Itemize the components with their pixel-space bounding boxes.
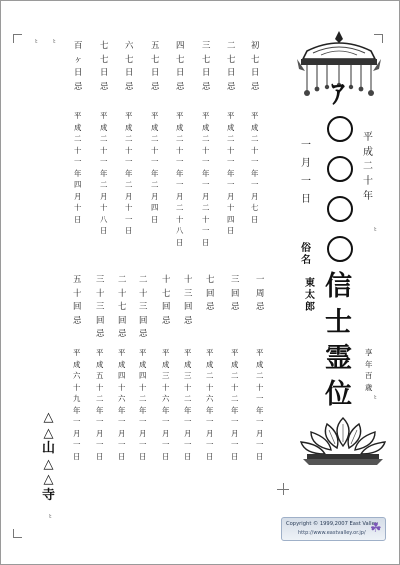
schedule-label: 三 十 三 回 忌 bbox=[96, 274, 105, 339]
death-date: 一 月 一 日 bbox=[301, 140, 311, 205]
schedule-label: 二 七 日 忌 bbox=[227, 40, 236, 91]
age-at-death: 享 年 百 歳 bbox=[365, 348, 373, 392]
page-marker: ﾋ bbox=[35, 39, 38, 45]
schedule-label: 初 七 日 忌 bbox=[251, 40, 260, 91]
zokumyo-name: 東 太 郎 bbox=[305, 278, 315, 313]
kaimyo-suffix: 信 士 霊 位 bbox=[325, 271, 352, 410]
schedule-label: 四 七 日 忌 bbox=[176, 40, 185, 91]
temple-name: △ △ 山 △ △ 寺 bbox=[42, 410, 56, 503]
schedule-date: 平 成 二 十 一 年 二 月 四 日 bbox=[151, 111, 159, 224]
schedule-label: 六 七 日 忌 bbox=[125, 40, 134, 91]
zokumyo-label: 俗 名 bbox=[301, 243, 311, 266]
lotus-pedestal-icon bbox=[297, 416, 389, 466]
copyright-banner bbox=[281, 517, 386, 541]
schedule-date: 平 成 四 十 六 年 一 月 一 日 bbox=[118, 348, 126, 461]
schedule-date: 平 成 二 十 一 年 四 月 十 日 bbox=[74, 111, 82, 224]
kaimyo-circle bbox=[327, 196, 353, 222]
crop-mark-top-left bbox=[13, 34, 22, 43]
schedule-label: 十 三 回 忌 bbox=[184, 274, 193, 325]
kaimyo-circle bbox=[327, 236, 353, 262]
kaimyo-circle bbox=[327, 116, 353, 142]
schedule-date: 平 成 二 十 一 年 一 月 二 十 八 日 bbox=[176, 111, 184, 247]
schedule-label: 五 七 日 忌 bbox=[151, 40, 160, 91]
page-marker: ﾋ bbox=[374, 395, 377, 401]
brand-logo-icon: ☘ bbox=[370, 521, 382, 536]
schedule-date: 平 成 六 十 九 年 一 月 一 日 bbox=[73, 348, 81, 461]
copyright-line: Copyright © 1999,2007 East Valley bbox=[286, 521, 378, 527]
schedule-date: 平 成 三 十 六 年 一 月 一 日 bbox=[162, 348, 170, 461]
schedule-label: 二 十 七 回 忌 bbox=[118, 274, 127, 339]
ihai-sanskrit-icon: ｱ bbox=[331, 80, 345, 110]
schedule-date: 平 成 四 十 二 年 一 月 一 日 bbox=[139, 348, 147, 461]
kaimyo-circle bbox=[327, 156, 353, 182]
schedule-label: 三 回 忌 bbox=[231, 274, 240, 312]
page-marker: ﾋ bbox=[374, 227, 377, 233]
crop-mark-bottom-left bbox=[13, 529, 22, 538]
copyright-url[interactable]: http://www.eastvalley.or.jp/ bbox=[298, 530, 366, 536]
schedule-label: 二 十 三 回 忌 bbox=[139, 274, 148, 339]
schedule-date: 平 成 二 十 六 年 一 月 一 日 bbox=[206, 348, 214, 461]
schedule-label: 百 ヶ 日 忌 bbox=[74, 40, 83, 91]
schedule-label: 三 七 日 忌 bbox=[202, 40, 211, 91]
center-cross-mark-v bbox=[283, 483, 284, 495]
schedule-date: 平 成 二 十 一 年 一 月 十 四 日 bbox=[227, 111, 235, 235]
death-year: 平 成 二 十 年 bbox=[363, 132, 373, 202]
schedule-date: 平 成 三 十 二 年 一 月 一 日 bbox=[184, 348, 192, 461]
page-marker: ﾋ bbox=[53, 39, 56, 45]
schedule-date: 平 成 二 十 一 年 一 月 七 日 bbox=[251, 111, 259, 224]
schedule-date: 平 成 二 十 一 年 二 月 十 一 日 bbox=[125, 111, 133, 235]
schedule-label: 五 十 回 忌 bbox=[73, 274, 82, 325]
schedule-label: 一 周 忌 bbox=[256, 274, 265, 312]
schedule-date: 平 成 二 十 二 年 一 月 一 日 bbox=[231, 348, 239, 461]
schedule-label: 七 回 忌 bbox=[206, 274, 215, 312]
schedule-date: 平 成 二 十 一 年 一 月 一 日 bbox=[256, 348, 264, 461]
schedule-label: 七 七 日 忌 bbox=[100, 40, 109, 91]
page-marker: ﾋ bbox=[49, 514, 52, 520]
schedule-date: 平 成 二 十 一 年 二 月 十 八 日 bbox=[100, 111, 108, 235]
schedule-date: 平 成 二 十 一 年 一 月 二 十 一 日 bbox=[202, 111, 210, 247]
schedule-date: 平 成 五 十 二 年 一 月 一 日 bbox=[96, 348, 104, 461]
schedule-label: 十 七 回 忌 bbox=[162, 274, 171, 325]
